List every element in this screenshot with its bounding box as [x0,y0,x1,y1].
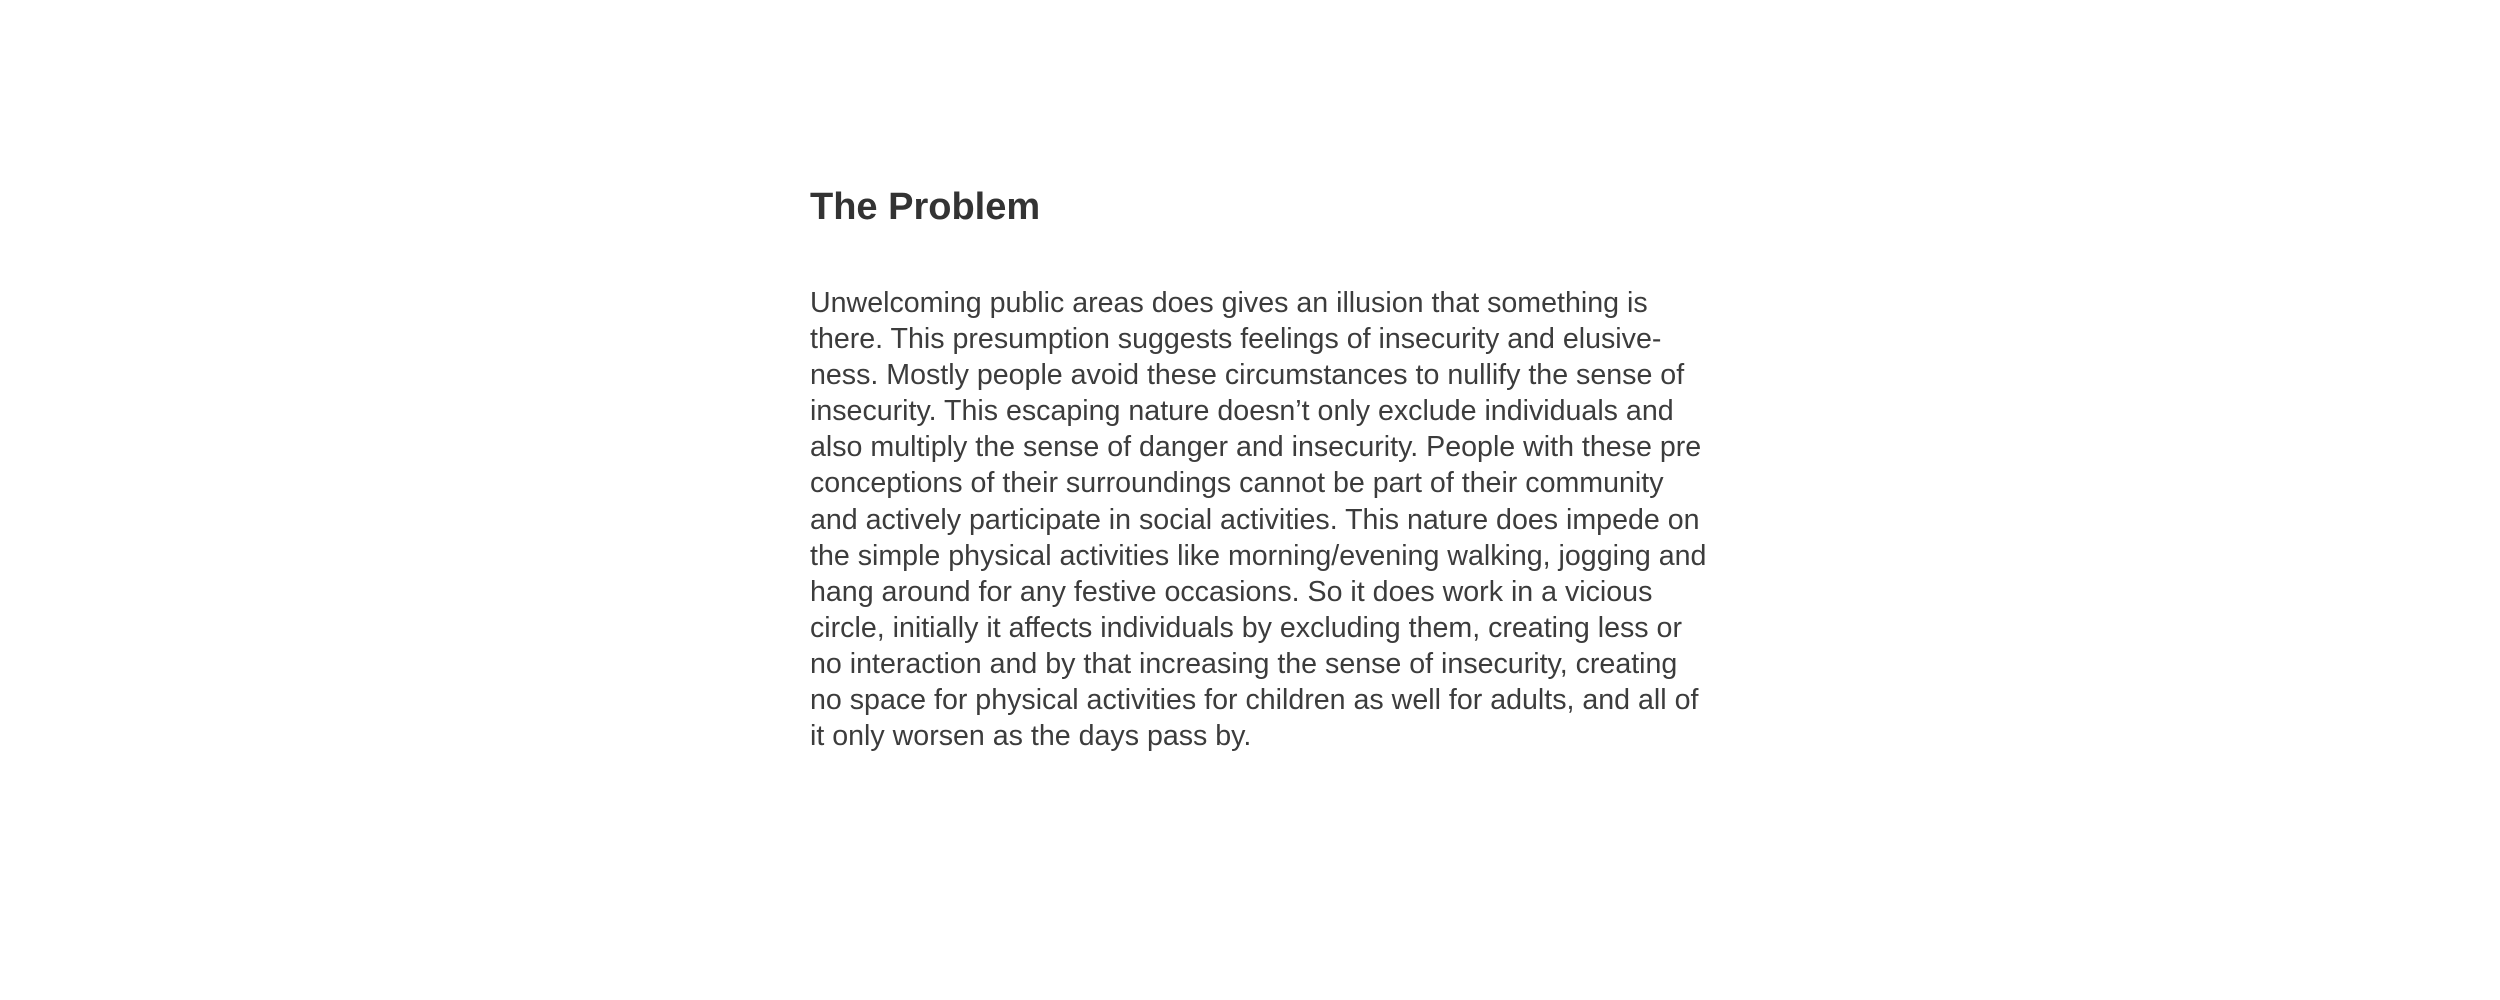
paragraph-line: ness. Mostly people avoid these circumstances to nullify the sense of [810,359,1685,392]
document-content [810,183,1710,754]
body-paragraph [810,285,1710,754]
paragraph-line: and actively participate in social activities. This nature does impede on [810,503,1700,536]
paragraph-line: no space for physical activities for children as well for adults, and all of [810,684,1699,717]
paragraph-line: there. This presumption suggests feelings of insecurity and elusive- [810,323,1662,356]
paragraph-line: the simple physical activities like morning/evening walking, jogging and [810,539,1707,572]
paragraph-line: also multiply the sense of danger and insecurity. People with these pre [810,431,1702,464]
paragraph-line: circle, initially it affects individuals by excluding them, creating less or [810,611,1682,644]
paragraph-line: it only worsen as the days pass by. [810,720,1252,753]
paragraph-line: no interaction and by that increasing the sense of insecurity, creating [810,647,1678,680]
paragraph-line: hang around for any festive occasions. So it does work in a vicious [810,575,1653,608]
paragraph-line: conceptions of their surroundings cannot be part of their community [810,467,1664,500]
page-title: The Problem [810,186,1041,228]
paragraph-line: Unwelcoming public areas does gives an illusion that something is [810,287,1648,319]
paragraph-line: insecurity. This escaping nature doesn’t only exclude individuals and [810,395,1674,428]
